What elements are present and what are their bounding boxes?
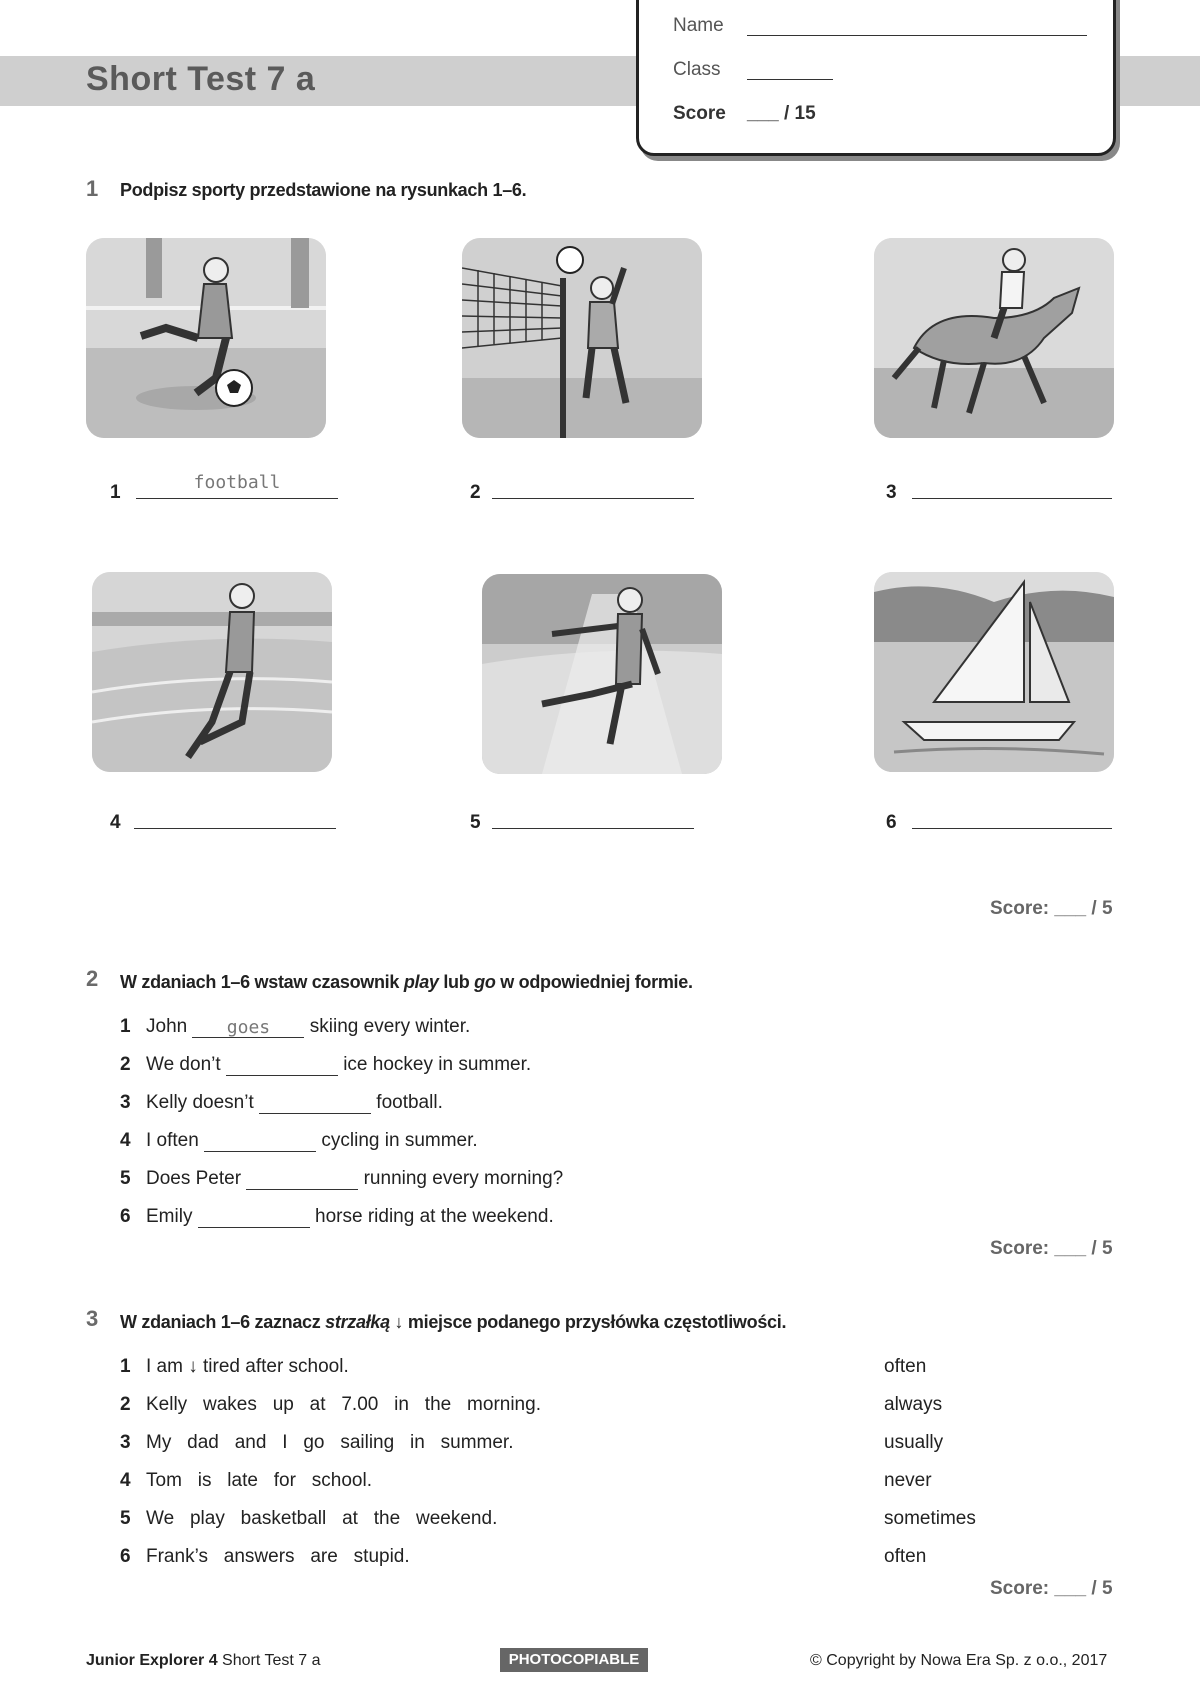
picture-sailing (874, 572, 1114, 772)
caption-2-number: 2 (470, 482, 481, 503)
answer-field-3[interactable] (912, 472, 1112, 499)
exercise-2-number: 2 (86, 966, 99, 991)
class-label: Class (673, 59, 721, 80)
name-label: Name (673, 15, 724, 36)
picture-volleyball (462, 238, 702, 438)
picture-ice-skating (482, 574, 722, 774)
caption-4-number: 4 (110, 812, 121, 833)
ex2-item-4: 4 I often cycling in summer. (120, 1130, 478, 1151)
exercise-3-instruction: W zdaniach 1–6 zaznacz strzałką ↓ miejsce podanego przysłówka częstotliwości. (120, 1312, 787, 1332)
exercise-2-instruction: W zdaniach 1–6 wstaw czasownik play lub go w odpowiedniej formie. (120, 972, 693, 992)
footer-copyright: © Copyright by Nowa Era Sp. z o.o., 2017 (810, 1652, 1108, 1669)
score-label: Score (673, 103, 726, 124)
ex3-adverb-5: sometimes (884, 1508, 976, 1529)
student-info-box (636, 0, 1116, 156)
ex3-adverb-6: often (884, 1546, 927, 1567)
ex3-item-4[interactable]: 4 Tom is late for school. (120, 1470, 372, 1491)
exercise-3-score: Score: ___ / 5 (990, 1578, 1113, 1599)
ex3-item-3[interactable]: 3 My dad and I go sailing in summer. (120, 1432, 514, 1453)
exercise-3-number: 3 (86, 1306, 99, 1331)
class-field[interactable] (747, 61, 833, 80)
ex2-item-5: 5 Does Peter running every morning? (120, 1168, 564, 1189)
caption-6-number: 6 (886, 812, 897, 833)
answer-field-6[interactable] (912, 802, 1112, 829)
ex2-answer-2[interactable] (226, 1055, 338, 1076)
ex3-item-6[interactable]: 6 Frank’s answers are stupid. (120, 1546, 410, 1567)
ex2-answer-3[interactable] (259, 1093, 371, 1114)
ex2-item-2: 2 We don’t ice hockey in summer. (120, 1054, 532, 1075)
exercise-2-score: Score: ___ / 5 (990, 1238, 1113, 1259)
answer-field-1[interactable]: football (136, 472, 338, 499)
page-title: Short Test 7 a (86, 60, 316, 98)
ex3-adverb-1: often (884, 1356, 927, 1377)
exercise-1-number: 1 (86, 176, 99, 201)
ex2-answer-1[interactable]: goes (192, 1017, 304, 1038)
ex2-answer-4[interactable] (204, 1131, 316, 1152)
caption-5-number: 5 (470, 812, 481, 833)
exercise-1-instruction: Podpisz sporty przedstawione na rysunkach 1–6. (120, 180, 527, 200)
ex3-adverb-4: never (884, 1470, 932, 1491)
answer-field-5[interactable] (492, 802, 694, 829)
ex2-item-1: 1 John goes skiing every winter. (120, 1016, 471, 1038)
caption-1-number: 1 (110, 482, 121, 503)
ex3-item-5[interactable]: 5 We play basketball at the weekend. (120, 1508, 498, 1529)
ex3-adverb-3: usually (884, 1432, 944, 1453)
ex2-answer-5[interactable] (246, 1169, 358, 1190)
ex2-item-6: 6 Emily horse riding at the weekend. (120, 1206, 554, 1227)
ex2-item-3: 3 Kelly doesn’t football. (120, 1092, 443, 1113)
picture-running (92, 572, 332, 772)
exercise-1-score: Score: ___ / 5 (990, 898, 1113, 919)
photocopiable-badge: PHOTOCOPIABLE (500, 1648, 648, 1672)
total-score: ___ / 15 (747, 103, 816, 124)
name-field[interactable] (747, 17, 1087, 36)
ex3-item-1[interactable]: 1 I am ↓ tired after school. (120, 1356, 349, 1377)
ex3-item-2[interactable]: 2 Kelly wakes up at 7.00 in the morning. (120, 1394, 541, 1415)
picture-football (86, 238, 326, 438)
ex2-answer-6[interactable] (198, 1207, 310, 1228)
picture-horse-riding (874, 238, 1114, 438)
answer-field-2[interactable] (492, 472, 694, 499)
ex3-adverb-2: always (884, 1394, 943, 1415)
answer-field-4[interactable] (134, 802, 336, 829)
caption-3-number: 3 (886, 482, 897, 503)
footer-book-title: Junior Explorer 4 Short Test 7 a (86, 1652, 321, 1669)
